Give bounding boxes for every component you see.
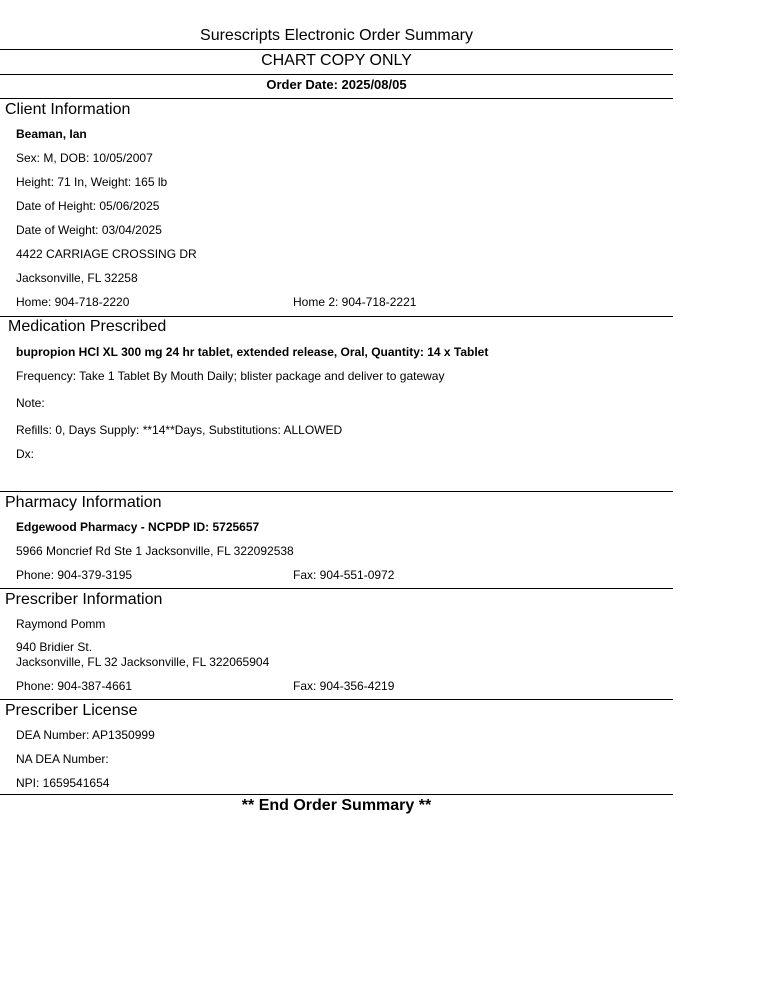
pharmacy-name: Edgewood Pharmacy - NCPDP ID: 5725657 — [16, 520, 260, 534]
client-address-line1: 4422 CARRIAGE CROSSING DR — [16, 247, 197, 261]
divider — [0, 588, 673, 589]
prescriber-license-heading: Prescriber License — [5, 702, 138, 719]
prescriber-phone: Phone: 904-387-4661 — [16, 679, 133, 693]
medication-refills: Refills: 0, Days Supply: **14**Days, Substitutions: ALLOWED — [16, 423, 343, 437]
client-date-of-weight: Date of Weight: 03/04/2025 — [16, 223, 162, 237]
prescriber-fax: Fax: 904-356-4219 — [293, 679, 395, 693]
divider — [0, 98, 673, 99]
medication-dx: Dx: — [16, 447, 34, 461]
client-home2-phone: Home 2: 904-718-2221 — [293, 295, 417, 309]
medication-note: Note: — [16, 396, 45, 410]
client-height-weight: Height: 71 In, Weight: 165 lb — [16, 175, 168, 189]
divider — [0, 491, 673, 492]
pharmacy-fax: Fax: 904-551-0972 — [293, 568, 395, 582]
chart-copy-banner: CHART COPY ONLY — [261, 52, 412, 69]
prescriber-information-heading: Prescriber Information — [5, 591, 163, 608]
client-date-of-height: Date of Height: 05/06/2025 — [16, 199, 160, 213]
client-name: Beaman, Ian — [16, 127, 87, 141]
divider — [0, 794, 673, 795]
client-sex-dob: Sex: M, DOB: 10/05/2007 — [16, 151, 153, 165]
prescriber-na-dea-number: NA DEA Number: — [16, 752, 109, 766]
prescriber-address: 940 Bridier St. Jacksonville, FL 32 Jacksonville, FL 322065904 — [16, 640, 270, 669]
medication-frequency: Frequency: Take 1 Tablet By Mouth Daily; blister package and deliver to gateway — [16, 369, 445, 383]
medication-drug: bupropion HCl XL 300 mg 24 hr tablet, extended release, Oral, Quantity: 14 x Tablet — [16, 345, 489, 359]
client-home-phone: Home: 904-718-2220 — [16, 295, 130, 309]
divider — [0, 74, 673, 75]
prescriber-name: Raymond Pomm — [16, 617, 106, 631]
order-date: Order Date: 2025/08/05 — [266, 77, 407, 92]
document-title: Surescripts Electronic Order Summary — [200, 27, 473, 44]
prescriber-npi: NPI: 1659541654 — [16, 776, 110, 790]
pharmacy-phone: Phone: 904-379-3195 — [16, 568, 133, 582]
divider — [0, 316, 673, 317]
client-address-line2: Jacksonville, FL 32258 — [16, 271, 138, 285]
pharmacy-address: 5966 Moncrief Rd Ste 1 Jacksonville, FL 322092538 — [16, 544, 294, 558]
end-order-summary: ** End Order Summary ** — [241, 797, 432, 814]
client-information-heading: Client Information — [5, 101, 131, 118]
divider — [0, 699, 673, 700]
medication-prescribed-heading: Medication Prescribed — [8, 318, 167, 335]
divider — [0, 49, 673, 50]
prescriber-dea-number: DEA Number: AP1350999 — [16, 728, 155, 742]
pharmacy-information-heading: Pharmacy Information — [5, 494, 162, 511]
